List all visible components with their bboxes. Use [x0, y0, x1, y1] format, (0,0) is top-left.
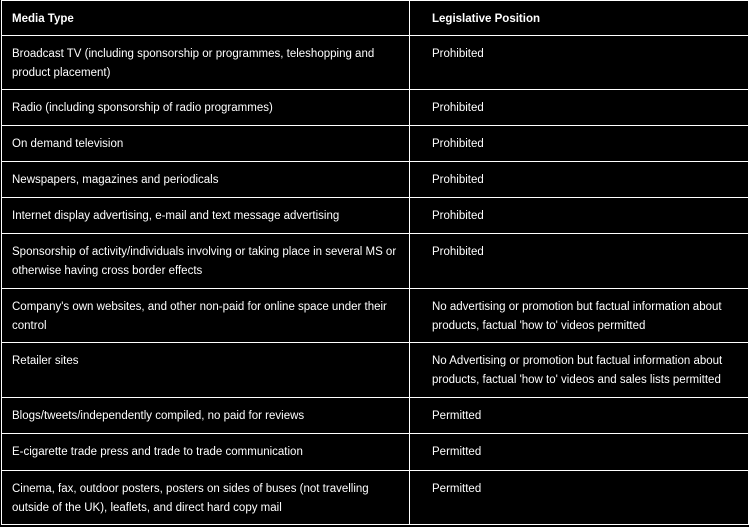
table-row	[2, 471, 749, 525]
table-row	[2, 234, 749, 289]
table-row	[2, 289, 749, 343]
legislative-position-cell: Prohibited	[410, 90, 749, 126]
table-row	[2, 434, 749, 471]
table-body	[2, 36, 749, 525]
column-header-media-type: Media Type	[2, 1, 410, 36]
media-type-cell: Sponsorship of activity/individuals involving or taking place in several MS or otherwise having cross border effects	[2, 234, 410, 289]
table-row	[2, 343, 749, 398]
table-row	[2, 90, 749, 126]
table-row	[2, 162, 749, 198]
media-type-cell: Radio (including sponsorship of radio programmes)	[2, 90, 410, 126]
table-row	[2, 36, 749, 90]
legislative-position-cell: Prohibited	[410, 234, 749, 289]
table-row	[2, 126, 749, 162]
table-header	[2, 1, 749, 36]
legislative-position-cell: No Advertising or promotion but factual information about products, factual 'how to' videos and sales lists permitted	[410, 343, 749, 398]
media-type-cell: Newspapers, magazines and periodicals	[2, 162, 410, 198]
legislative-position-cell: Permitted	[410, 471, 749, 525]
media-type-cell: On demand television	[2, 126, 410, 162]
legislative-position-cell: No advertising or promotion but factual information about products, factual 'how to' videos permitted	[410, 289, 749, 343]
media-type-cell: Blogs/tweets/independently compiled, no paid for reviews	[2, 398, 410, 434]
media-type-cell: Company's own websites, and other non-paid for online space under their control	[2, 289, 410, 343]
legislative-position-cell: Prohibited	[410, 198, 749, 234]
column-header-legislative-position: Legislative Position	[410, 1, 749, 36]
media-type-cell: Internet display advertising, e-mail and text message advertising	[2, 198, 410, 234]
table-row	[2, 198, 749, 234]
legislative-position-cell: Prohibited	[410, 36, 749, 90]
legislative-position-cell: Permitted	[410, 434, 749, 471]
media-legislation-table	[1, 0, 749, 525]
table-row	[2, 398, 749, 434]
media-type-cell: Cinema, fax, outdoor posters, posters on sides of buses (not travelling outside of the UK), leaflets, and direct hard copy mail	[2, 471, 410, 525]
legislative-position-cell: Permitted	[410, 398, 749, 434]
media-type-cell: Broadcast TV (including sponsorship or programmes, teleshopping and product placement)	[2, 36, 410, 90]
media-type-cell: Retailer sites	[2, 343, 410, 398]
header-row	[2, 1, 749, 36]
media-type-cell: E-cigarette trade press and trade to trade communication	[2, 434, 410, 471]
legislative-position-cell: Prohibited	[410, 126, 749, 162]
legislative-position-cell: Prohibited	[410, 162, 749, 198]
